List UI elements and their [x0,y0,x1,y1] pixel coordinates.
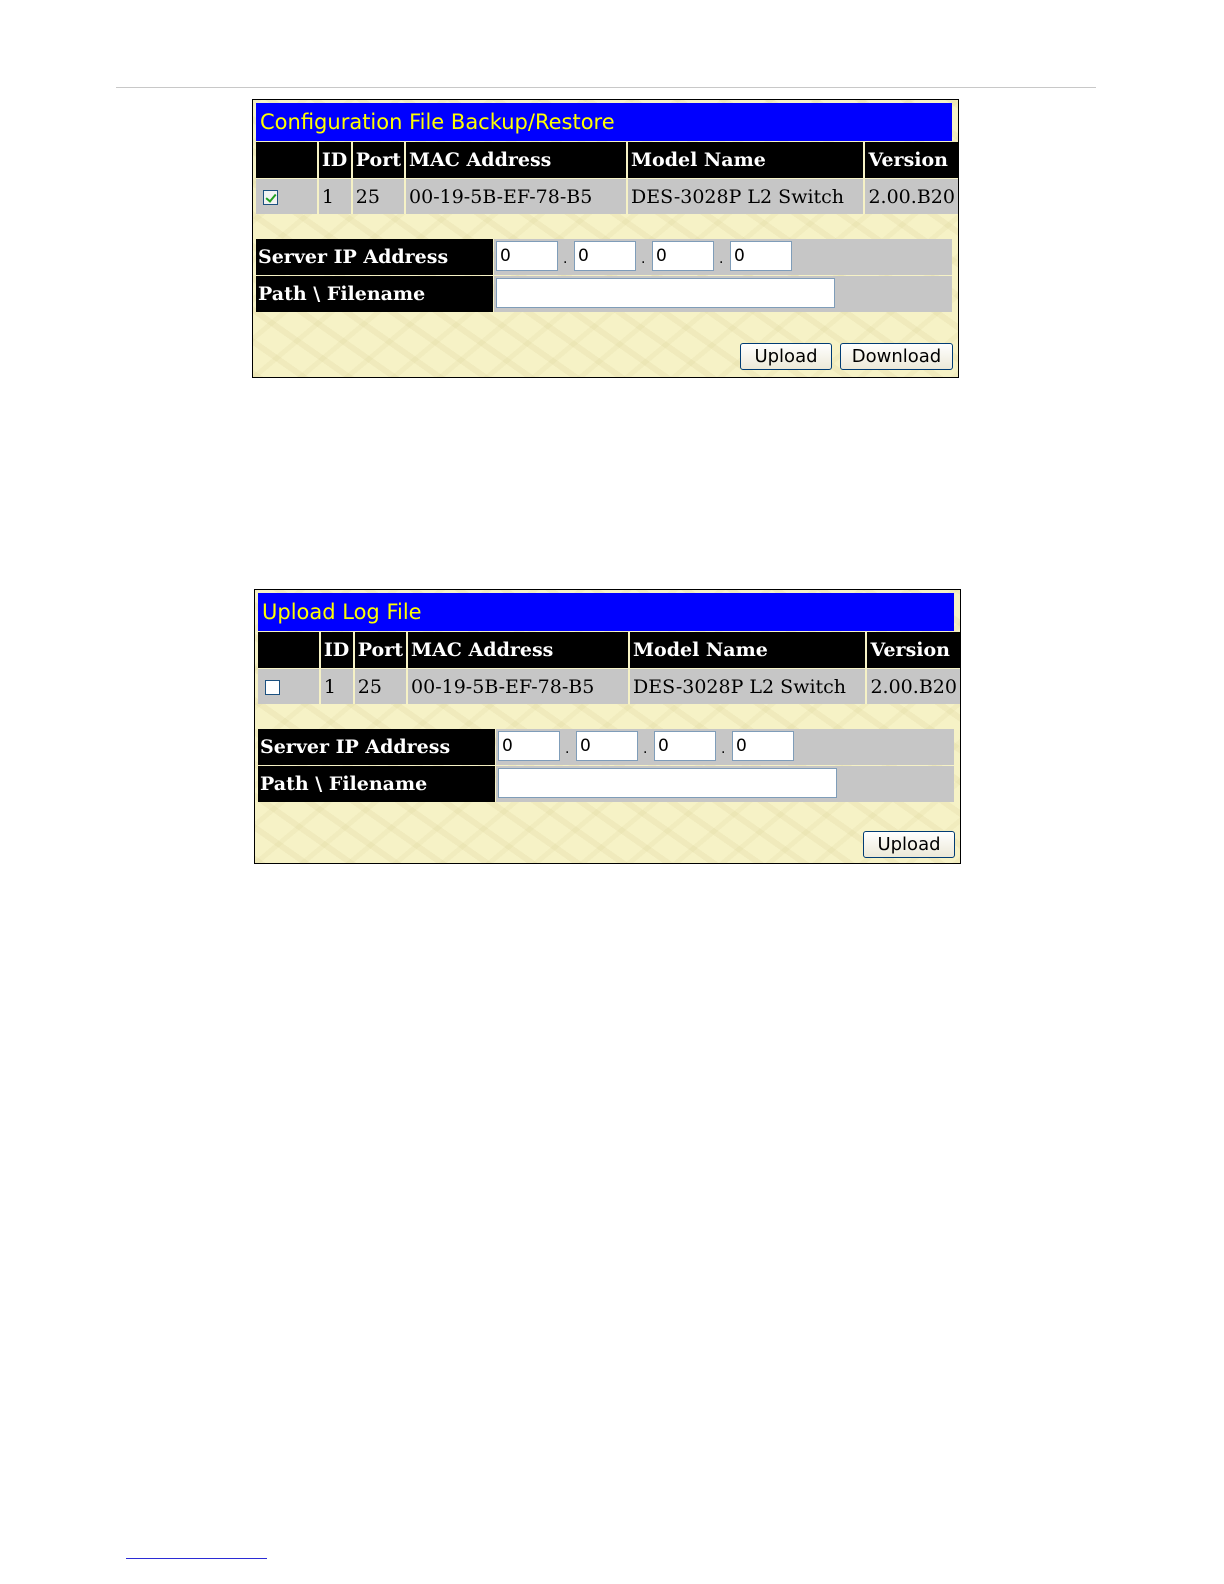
select-cell [258,668,321,704]
column-header-select [256,142,319,178]
path-row [256,276,952,312]
column-header-select [258,632,321,668]
config-backup-restore-panel [252,99,959,378]
port-cell: 25 [353,178,406,214]
id-cell: 1 [319,178,353,214]
port-cell: 25 [355,668,408,704]
ip-octet-3-input[interactable]: 0 [652,241,714,271]
path-value [496,766,954,802]
server-ip-value [494,239,952,275]
page-header-rule [116,87,1096,88]
ip-octet-1-input[interactable]: 0 [496,241,558,271]
page-footer-link-underline [126,1558,267,1559]
ip-separator: . [719,251,724,267]
column-header-version: Version [865,142,958,178]
version-cell: 2.00.B20 [867,668,960,704]
column-header-id: ID [319,142,353,178]
ip-separator: . [565,741,570,757]
path-label: Path \ Filename [256,276,493,312]
server-ip-label: Server IP Address [258,729,495,765]
upload-button[interactable]: Upload [740,343,832,370]
server-ip-value [496,729,954,765]
ip-octet-4-input[interactable]: 0 [732,731,794,761]
device-table [256,142,958,214]
column-header-version: Version [867,632,960,668]
column-header-port: Port [355,632,408,668]
column-header-id: ID [321,632,355,668]
upload-button[interactable]: Upload [863,831,955,858]
ip-separator: . [721,741,726,757]
ip-octet-2-input[interactable]: 0 [574,241,636,271]
ip-octet-2-input[interactable]: 0 [576,731,638,761]
table-header-row [258,632,960,668]
ip-separator: . [641,251,646,267]
mac-cell: 00-19-5B-EF-78-B5 [408,668,630,704]
path-label: Path \ Filename [258,766,495,802]
column-header-port: Port [353,142,406,178]
version-cell: 2.00.B20 [865,178,958,214]
download-button[interactable]: Download [840,343,953,370]
panel-title: Configuration File Backup/Restore [256,103,952,141]
ip-octet-1-input[interactable]: 0 [498,731,560,761]
model-cell: DES-3028P L2 Switch [630,668,867,704]
device-table [258,632,960,704]
path-filename-input[interactable] [496,278,835,308]
upload-log-file-panel [254,589,961,864]
checkmark-icon [265,191,276,203]
table-row [256,178,958,214]
model-cell: DES-3028P L2 Switch [628,178,865,214]
column-header-model: Model Name [628,142,865,178]
device-checkbox[interactable] [265,680,280,695]
column-header-model: Model Name [630,632,867,668]
select-cell [256,178,319,214]
server-ip-row [256,239,952,275]
column-header-mac: MAC Address [406,142,628,178]
mac-cell: 00-19-5B-EF-78-B5 [406,178,628,214]
path-row [258,766,954,802]
ip-separator: . [643,741,648,757]
table-row [258,668,960,704]
ip-octet-4-input[interactable]: 0 [730,241,792,271]
id-cell: 1 [321,668,355,704]
column-header-mac: MAC Address [408,632,630,668]
ip-octet-3-input[interactable]: 0 [654,731,716,761]
panel-title: Upload Log File [258,593,954,631]
ip-separator: . [563,251,568,267]
path-value [494,276,952,312]
device-checkbox[interactable] [263,190,278,205]
path-filename-input[interactable] [498,768,837,798]
server-ip-label: Server IP Address [256,239,493,275]
table-header-row [256,142,958,178]
server-ip-row [258,729,954,765]
